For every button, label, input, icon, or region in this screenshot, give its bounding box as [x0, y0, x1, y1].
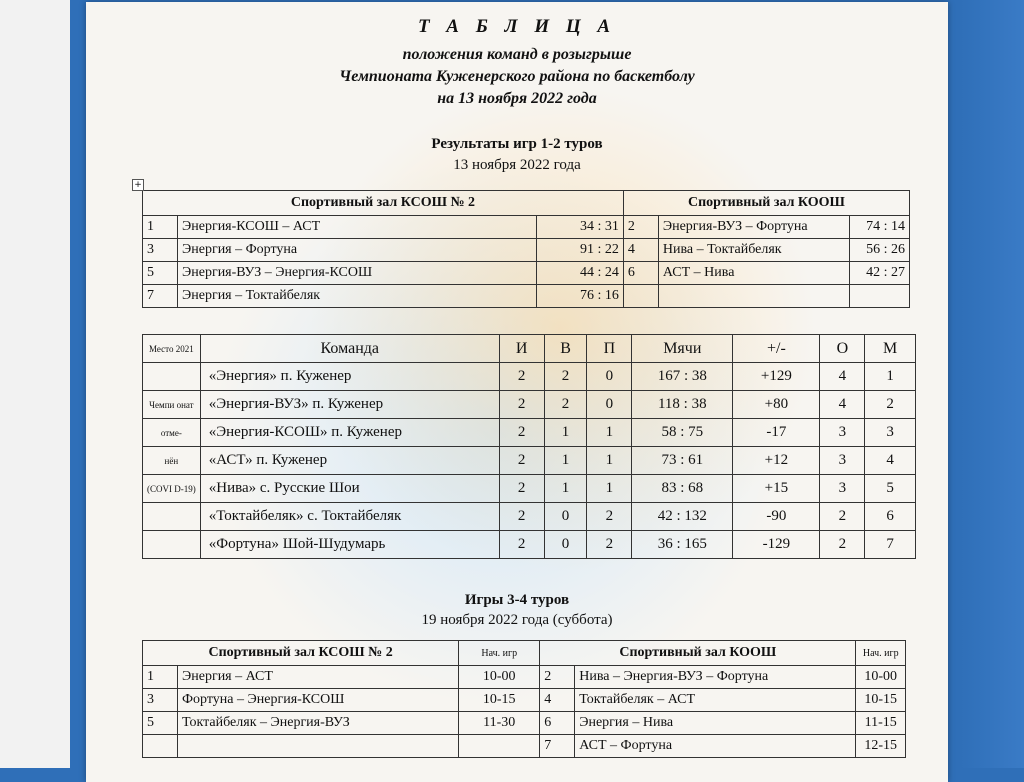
wins-count: 0: [544, 531, 587, 559]
match-name: [658, 285, 849, 308]
losses-count: 0: [587, 363, 632, 391]
team-name: «Токтайбеляк» с. Токтайбеляк: [200, 503, 499, 531]
match-name: Энергия – Нива: [575, 712, 856, 735]
start-time: 10-00: [459, 666, 540, 689]
match-name: Нива – Энергия-ВУЗ – Фортуна: [575, 666, 856, 689]
wins-count: 0: [544, 503, 587, 531]
team-name: «Энергия-ВУЗ» п. Куженер: [200, 391, 499, 419]
game-number: 2: [623, 216, 658, 239]
game-number: 3: [143, 239, 178, 262]
team-name: «АСТ» п. Куженер: [200, 447, 499, 475]
wins-count: 1: [544, 419, 587, 447]
match-score: 34 : 31: [537, 216, 623, 239]
game-number: 1: [143, 216, 178, 239]
col-header-games: И: [499, 335, 544, 363]
wins-count: 2: [544, 363, 587, 391]
balls-ratio: 118 : 38: [632, 391, 733, 419]
table-row: [143, 285, 910, 308]
points-diff: +12: [733, 447, 820, 475]
game-number: 7: [143, 285, 178, 308]
team-name: «Нива» с. Русские Шои: [200, 475, 499, 503]
rank: 7: [865, 531, 916, 559]
losses-count: 0: [587, 391, 632, 419]
table-row: [143, 363, 916, 391]
match-name: Токтайбеляк – АСТ: [575, 689, 856, 712]
table-row: [143, 712, 906, 735]
rank: 4: [865, 447, 916, 475]
games-count: 2: [499, 475, 544, 503]
game-number: 4: [540, 689, 575, 712]
wins-count: 2: [544, 391, 587, 419]
balls-ratio: 58 : 75: [632, 419, 733, 447]
match-name: Фортуна – Энергия-КСОШ: [178, 689, 459, 712]
start-time: 11-15: [856, 712, 906, 735]
document-subtitle-line-2: Чемпионата Куженерского района по баскетболу: [339, 68, 695, 85]
losses-count: 2: [587, 531, 632, 559]
games-count: 2: [499, 531, 544, 559]
match-name: Энергия – АСТ: [178, 666, 459, 689]
game-number: 5: [143, 712, 178, 735]
game-number: 6: [623, 262, 658, 285]
standings-table: [142, 334, 916, 559]
table-row: [143, 216, 910, 239]
match-score: 44 : 24: [537, 262, 623, 285]
points: 3: [820, 419, 865, 447]
wins-count: 1: [544, 475, 587, 503]
balls-ratio: 42 : 132: [632, 503, 733, 531]
games-count: 2: [499, 447, 544, 475]
rank: 5: [865, 475, 916, 503]
points-diff: +15: [733, 475, 820, 503]
team-name: «Энергия» п. Куженер: [200, 363, 499, 391]
match-name: [178, 735, 459, 758]
col-header-wins: В: [544, 335, 587, 363]
match-name: Энергия-ВУЗ – Фортуна: [658, 216, 849, 239]
balls-ratio: 167 : 38: [632, 363, 733, 391]
match-name: Токтайбеляк – Энергия-ВУЗ: [178, 712, 459, 735]
games-count: 2: [499, 363, 544, 391]
results-right-header: Спортивный зал КООШ: [623, 191, 909, 216]
match-name: Энергия-КСОШ – АСТ: [178, 216, 537, 239]
upcoming-games-table: [142, 640, 906, 758]
start-time: 10-15: [856, 689, 906, 712]
points: 4: [820, 391, 865, 419]
table-row: [143, 666, 906, 689]
table-row: [143, 475, 916, 503]
match-name: АСТ – Фортуна: [575, 735, 856, 758]
place-note: Чемпи онат: [143, 391, 201, 419]
match-score: 91 : 22: [537, 239, 623, 262]
match-score: 42 : 27: [850, 262, 910, 285]
wins-count: 1: [544, 447, 587, 475]
rank: 6: [865, 503, 916, 531]
balls-ratio: 73 : 61: [632, 447, 733, 475]
game-number: 2: [540, 666, 575, 689]
games-section-title: Игры 3-4 туров: [464, 592, 570, 608]
losses-count: 2: [587, 503, 632, 531]
game-number: [143, 735, 178, 758]
game-number: 7: [540, 735, 575, 758]
points: 2: [820, 503, 865, 531]
move-handle-icon[interactable]: +: [132, 179, 144, 191]
games-right-time-header: Нач. игр: [856, 641, 906, 666]
match-score: 76 : 16: [537, 285, 623, 308]
match-score: 56 : 26: [850, 239, 910, 262]
games-left-header: Спортивный зал КСОШ № 2: [143, 641, 459, 666]
game-number: 1: [143, 666, 178, 689]
start-time: 11-30: [459, 712, 540, 735]
team-name: «Энергия-КСОШ» п. Куженер: [200, 419, 499, 447]
start-time: 10-00: [856, 666, 906, 689]
rank: 3: [865, 419, 916, 447]
losses-count: 1: [587, 475, 632, 503]
document-subtitle-line-3: на 13 ноября 2022 года: [437, 90, 597, 107]
game-number: 4: [623, 239, 658, 262]
points: 4: [820, 363, 865, 391]
start-time: 12-15: [856, 735, 906, 758]
points-diff: +129: [733, 363, 820, 391]
points-diff: +80: [733, 391, 820, 419]
rank: 2: [865, 391, 916, 419]
place-note: нён: [143, 447, 201, 475]
match-score: [850, 285, 910, 308]
col-header-diff: +/-: [733, 335, 820, 363]
place-note: (COVI D-19): [143, 475, 201, 503]
match-name: Нива – Токтайбеляк: [658, 239, 849, 262]
document-page: [86, 2, 948, 782]
table-row: [143, 447, 916, 475]
table-row: [143, 531, 916, 559]
games-section-date: 19 ноября 2022 года (суббота): [421, 612, 613, 628]
points: 2: [820, 531, 865, 559]
document-subtitle-line-1: положения команд в розыгрыше: [402, 46, 632, 63]
table-row: [143, 419, 916, 447]
results-left-header: Спортивный зал КСОШ № 2: [143, 191, 624, 216]
points-diff: -17: [733, 419, 820, 447]
results-table: [142, 190, 910, 308]
points-diff: -129: [733, 531, 820, 559]
table-row: [143, 503, 916, 531]
match-name: Энергия – Токтайбеляк: [178, 285, 537, 308]
game-number: 3: [143, 689, 178, 712]
points: 3: [820, 447, 865, 475]
game-number: 6: [540, 712, 575, 735]
table-row: [143, 391, 916, 419]
balls-ratio: 36 : 165: [632, 531, 733, 559]
place-note: [143, 503, 201, 531]
match-name: Энергия – Фортуна: [178, 239, 537, 262]
balls-ratio: 83 : 68: [632, 475, 733, 503]
losses-count: 1: [587, 447, 632, 475]
results-section-date: 13 ноября 2022 года: [453, 157, 581, 173]
col-header-points: О: [820, 335, 865, 363]
games-right-header: Спортивный зал КООШ: [540, 641, 856, 666]
start-time: 10-15: [459, 689, 540, 712]
col-header-losses: П: [587, 335, 632, 363]
table-row: [143, 689, 906, 712]
match-name: Энергия-ВУЗ – Энергия-КСОШ: [178, 262, 537, 285]
game-number: 5: [143, 262, 178, 285]
table-row: [143, 262, 910, 285]
start-time: [459, 735, 540, 758]
points-diff: -90: [733, 503, 820, 531]
losses-count: 1: [587, 419, 632, 447]
place-note: [143, 363, 201, 391]
document-title: Т А Б Л И Ц А: [417, 16, 617, 37]
game-number: [623, 285, 658, 308]
points: 3: [820, 475, 865, 503]
col-header-place: Место 2021: [143, 335, 201, 363]
col-header-balls: Мячи: [632, 335, 733, 363]
games-count: 2: [499, 419, 544, 447]
games-count: 2: [499, 391, 544, 419]
games-count: 2: [499, 503, 544, 531]
results-section-title: Результаты игр 1-2 туров: [431, 136, 603, 152]
place-note: [143, 531, 201, 559]
match-score: 74 : 14: [850, 216, 910, 239]
team-name: «Фортуна» Шой-Шудумарь: [200, 531, 499, 559]
rank: 1: [865, 363, 916, 391]
games-left-time-header: Нач. игр: [459, 641, 540, 666]
place-note: отме-: [143, 419, 201, 447]
col-header-team: Команда: [200, 335, 499, 363]
table-row: [143, 735, 906, 758]
table-row: [143, 239, 910, 262]
match-name: АСТ – Нива: [658, 262, 849, 285]
col-header-rank: М: [865, 335, 916, 363]
